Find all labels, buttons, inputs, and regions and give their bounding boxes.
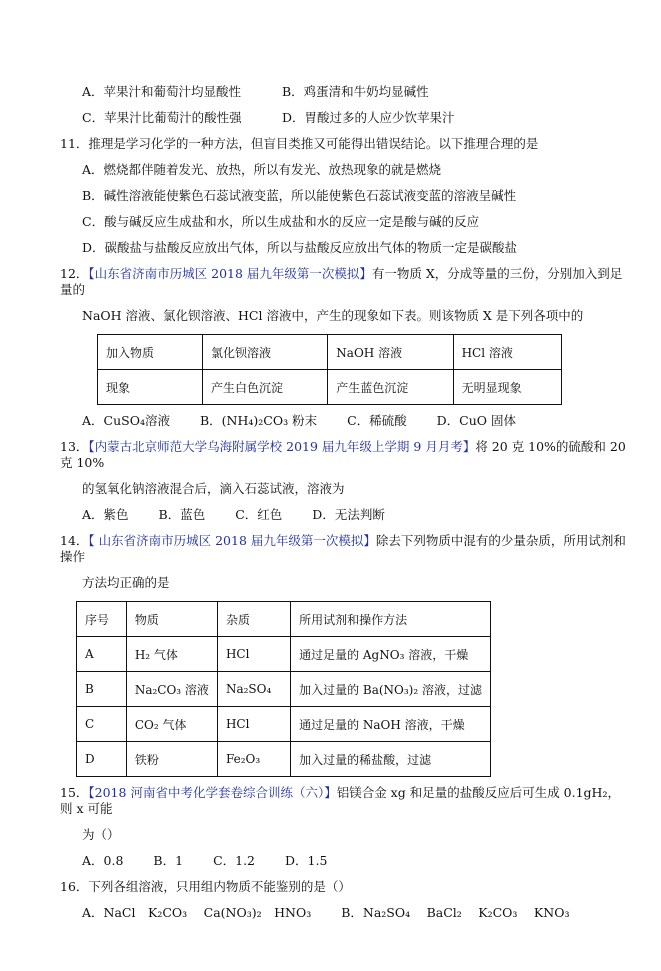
q11-option-d: D．碳酸盐与盐酸反应放出气体，所以与盐酸反应放出气体的物质一定是碳酸盐	[82, 240, 518, 255]
q15-text: 铝镁合金 xg 和足量的盐酸反应后可生成 0.1gH₂，则 x 可能	[60, 785, 620, 816]
q14-number: 14．	[60, 533, 89, 548]
q13-stem	[60, 439, 631, 471]
q11-option-c: C．酸与碱反应生成盐和水，所以生成盐和水的反应一定是酸与碱的反应	[82, 214, 480, 229]
table-cell: 通过足量的 AgNO₃ 溶液，干燥	[291, 637, 491, 672]
q14-table	[76, 601, 491, 777]
table-cell: 无明显现象	[453, 370, 561, 405]
table-cell: 物质	[126, 602, 217, 637]
table-cell: 加入过量的 Ba(NO₃)₂ 溶液，过滤	[291, 672, 491, 707]
table-cell: 杂质	[217, 602, 290, 637]
table-row	[77, 742, 491, 777]
table-cell: HCl	[217, 707, 290, 742]
table-cell: 通过足量的 NaOH 溶液，干燥	[291, 707, 491, 742]
table-cell: 产生白色沉淀	[203, 370, 328, 405]
q15-stem	[60, 785, 631, 817]
q16-stem	[60, 879, 631, 895]
table-row	[77, 602, 491, 637]
table-cell: 所用试剂和操作方法	[291, 602, 491, 637]
q15-text-line2: 为（）	[82, 827, 120, 842]
table-cell: NaOH 溶液	[328, 335, 453, 370]
table-cell: HCl	[217, 637, 290, 672]
q12-source: 【山东省济南市历城区 2018 届九年级第一次模拟】	[88, 266, 372, 281]
table-cell: C	[77, 707, 127, 742]
q14-text: 除去下列物质中混有的少量杂质，所用试剂和操作	[60, 533, 626, 564]
q12-table	[97, 334, 562, 405]
table-cell: 加入过量的稀盐酸，过滤	[291, 742, 491, 777]
table-cell: HCl 溶液	[453, 335, 561, 370]
q15-options	[82, 853, 631, 869]
table-cell: Na₂CO₃ 溶液	[126, 672, 217, 707]
table-row	[98, 370, 562, 405]
table-cell: CO₂ 气体	[126, 707, 217, 742]
q12-options	[82, 413, 631, 429]
table-cell: 产生蓝色沉淀	[328, 370, 453, 405]
q13-option-b: B．蓝色	[158, 507, 206, 522]
table-row	[98, 335, 562, 370]
table-cell: 序号	[77, 602, 127, 637]
q10-option-d: D．胃酸过多的人应少饮苹果汁	[282, 110, 455, 125]
q12-number: 12．	[60, 266, 89, 281]
q15-option-d: D．1.5	[285, 853, 328, 868]
q16-option-a: A．NaCl K₂CO₃ Ca(NO₃)₂ HNO₃	[82, 905, 312, 920]
q12-stem	[60, 266, 631, 298]
q13-text-line2: 的氢氧化钠溶液混合后，滴入石蕊试液，溶液为	[82, 481, 345, 496]
table-cell: 现象	[98, 370, 203, 405]
q11-option-b: B．碱性溶液能使紫色石蕊试液变蓝，所以能使紫色石蕊试液变蓝的溶液呈碱性	[82, 188, 517, 203]
table-cell: Na₂SO₄	[217, 672, 290, 707]
table-row	[77, 707, 491, 742]
q15-option-b: B．1	[153, 853, 184, 868]
table-row	[77, 637, 491, 672]
q14-source: 【 山东省济南市历城区 2018 届九年级第一次模拟】	[88, 533, 376, 548]
table-cell: Fe₂O₃	[217, 742, 290, 777]
q10-option-a: A．苹果汁和葡萄汁均显酸性	[82, 84, 242, 99]
q12-text: 有一物质 X，分成等量的三份，分别加入到足量的	[60, 266, 623, 297]
q15-number: 15．	[60, 785, 89, 800]
table-row	[77, 672, 491, 707]
q14-text-line2: 方法均正确的是	[82, 575, 170, 590]
q16-options	[82, 905, 631, 921]
q12-text-line2: NaOH 溶液、氯化钡溶液、HCl 溶液中，产生的现象如下表。则该物质 X 是下列各项中的	[82, 308, 584, 323]
q12-option-b: B．(NH₄)₂CO₃ 粉末	[199, 413, 318, 428]
q14-stem	[60, 533, 631, 565]
q16-option-b: B．Na₂SO₄ BaCl₂ K₂CO₃ KNO₃	[341, 905, 570, 920]
q13-option-d: D．无法判断	[312, 507, 385, 522]
q13-option-a: A．紫色	[82, 507, 129, 522]
table-cell: B	[77, 672, 127, 707]
q13-option-c: C．红色	[235, 507, 283, 522]
q10-options-row2	[82, 110, 631, 126]
table-cell: 氯化钡溶液	[203, 335, 328, 370]
q11-text: 推理是学习化学的一种方法，但盲目类推又可能得出错误结论。以下推理合理的是	[88, 136, 539, 151]
q16-number: 16．	[60, 879, 89, 894]
table-cell: H₂ 气体	[126, 637, 217, 672]
q13-options	[82, 507, 631, 523]
q13-text: 将 20 克 10%的硫酸和 20 克 10%	[60, 439, 626, 470]
q15-option-c: C．1.2	[213, 853, 256, 868]
q15-option-a: A．0.8	[82, 853, 124, 868]
q11-option-a: A．燃烧都伴随着发光、放热，所以有发光、放热现象的就是燃烧	[82, 162, 442, 177]
q10-option-c: C．苹果汁比葡萄汁的酸性强	[82, 110, 242, 125]
table-cell: 铁粉	[126, 742, 217, 777]
q11-stem	[60, 136, 631, 152]
q12-option-c: C．稀硫酸	[347, 413, 407, 428]
q10-option-b: B．鸡蛋清和牛奶均显碱性	[282, 84, 429, 99]
q13-number: 13．	[60, 439, 89, 454]
q10-options-row1	[82, 84, 631, 100]
q16-text: 下列各组溶液，只用组内物质不能鉴别的是（）	[88, 879, 351, 894]
q12-option-d: D．CuO 固体	[436, 413, 517, 428]
table-cell: D	[77, 742, 127, 777]
table-cell: 加入物质	[98, 335, 203, 370]
q11-number: 11．	[60, 136, 89, 151]
q13-source: 【内蒙古北京师范大学乌海附属学校 2019 届九年级上学期 9 月月考】	[88, 439, 476, 454]
q15-source: 【2018 河南省中考化学套卷综合训练（六）】	[88, 785, 337, 800]
table-cell: A	[77, 637, 127, 672]
q12-option-a: A．CuSO₄溶液	[82, 413, 170, 428]
